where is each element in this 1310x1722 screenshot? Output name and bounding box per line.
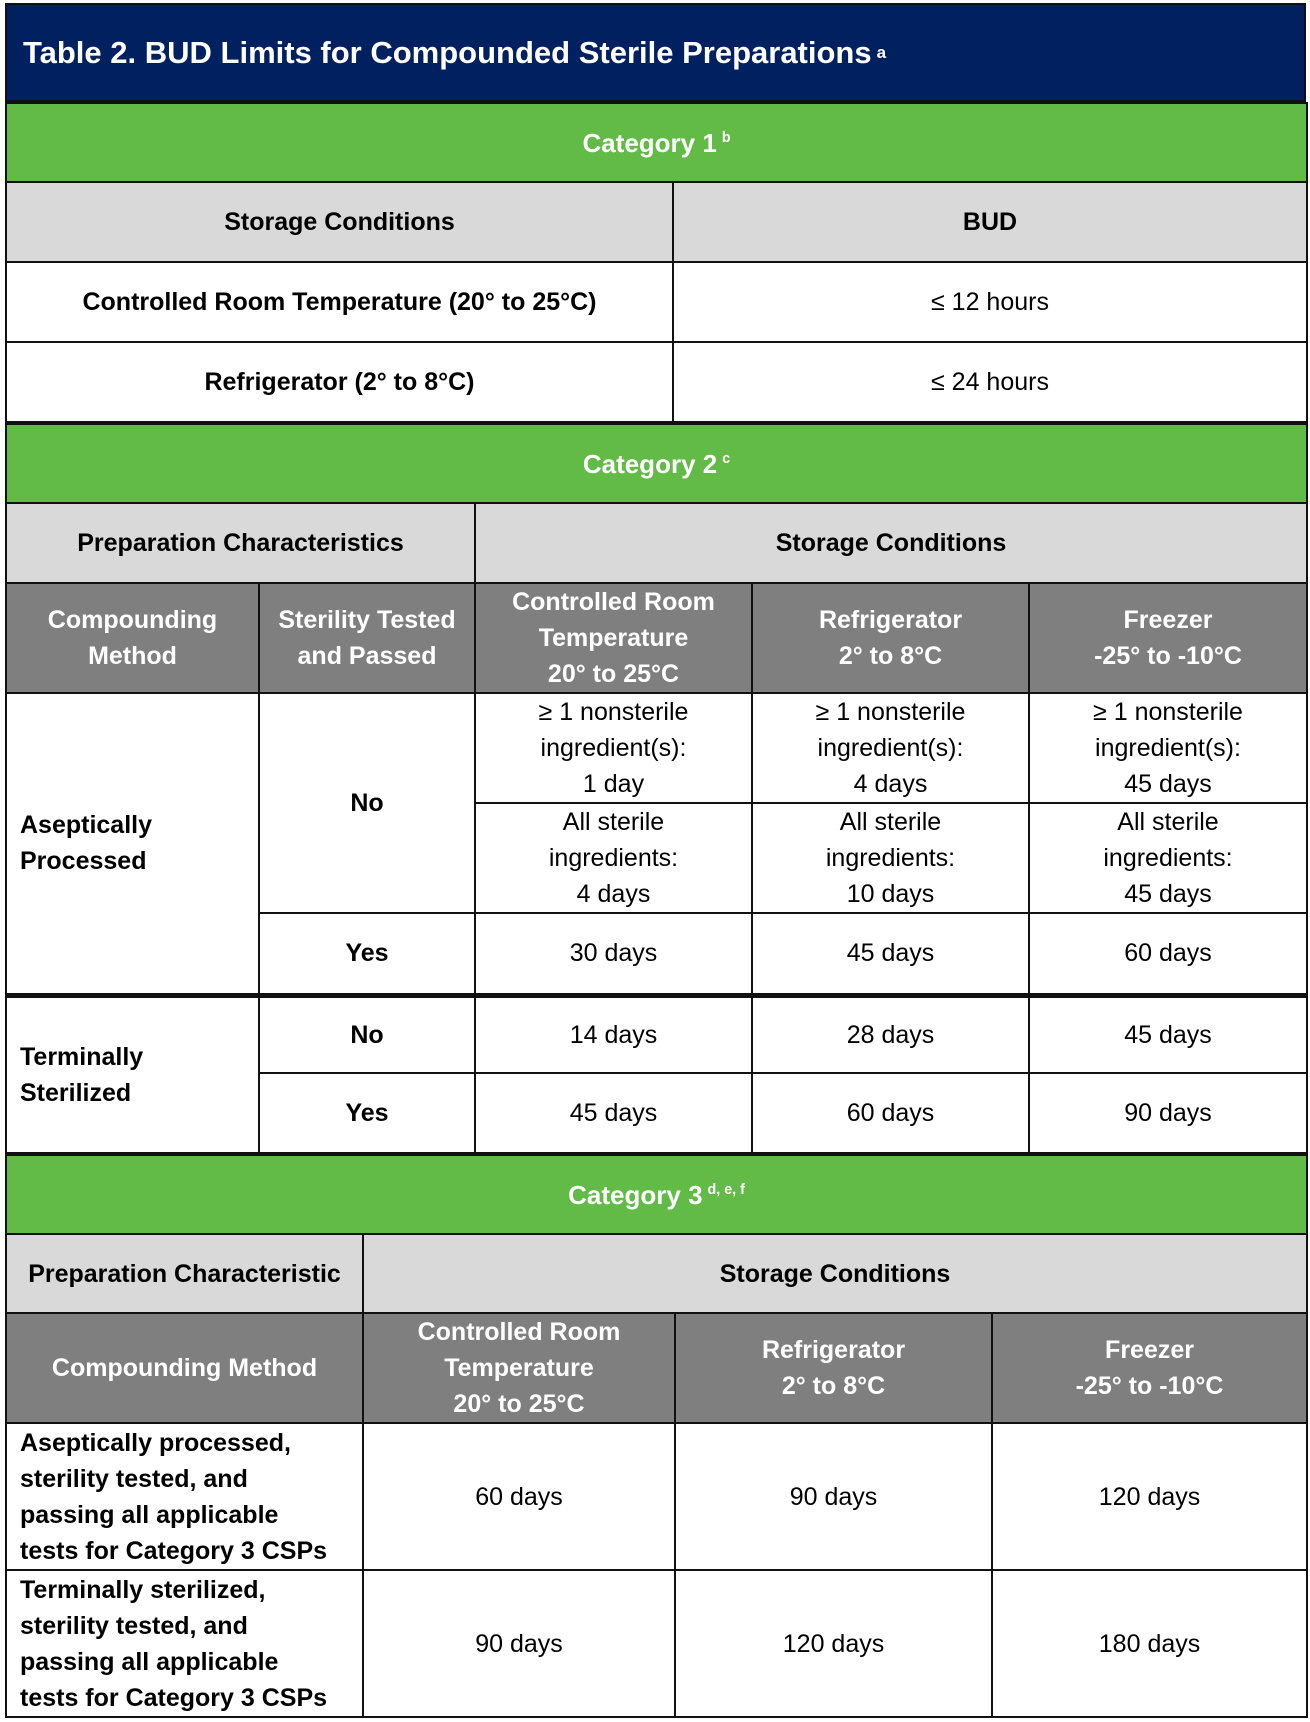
- column-header-compounding-method: Compounding Method: [6, 1313, 363, 1423]
- bud-cell: 60 days: [752, 1073, 1029, 1153]
- bud-cell: 60 days: [363, 1423, 675, 1570]
- group-header-preparation-characteristic: Preparation Characteristic: [6, 1234, 363, 1313]
- bud-cell: 45 days: [752, 913, 1029, 995]
- table-title-bar: Table 2. BUD Limits for Compounded Sterile Preparations a: [5, 3, 1306, 102]
- storage-condition-cell: Controlled Room Temperature (20° to 25°C): [6, 262, 673, 342]
- bud-cell: ≤ 24 hours: [673, 342, 1307, 422]
- category-3-table: [5, 1154, 1308, 1718]
- column-header-freezer: Freezer -25° to -10°C: [1029, 583, 1307, 693]
- bud-cell: 180 days: [992, 1570, 1307, 1717]
- bud-cell: 90 days: [363, 1570, 675, 1717]
- column-header-compounding-method: Compounding Method: [6, 583, 259, 693]
- bud-cell: ≥ 1 nonsterile ingredient(s): 1 day: [475, 693, 752, 803]
- category-1-heading: Category 1 $^b$: [6, 103, 1307, 182]
- bud-cell: 45 days: [1029, 995, 1307, 1073]
- column-header-bud: BUD: [673, 182, 1307, 262]
- column-header-sterility-tested: Sterility Tested and Passed: [259, 583, 475, 693]
- category-3-column-headers: [6, 1313, 1307, 1423]
- bud-cell: ≥ 1 nonsterile ingredient(s): 45 days: [1029, 693, 1307, 803]
- bud-cell: 60 days: [1029, 913, 1307, 995]
- table-row: [6, 342, 1307, 422]
- category-1-table: [5, 102, 1308, 423]
- compounding-method-cell: Aseptically processed, sterility tested, and passing all applicable tests for Category 3 CSPs: [6, 1423, 363, 1570]
- bud-cell: All sterile ingredients: 45 days: [1029, 803, 1307, 913]
- category-2-table: [5, 423, 1308, 1154]
- compounding-method-terminal: Terminally Sterilized: [6, 995, 259, 1153]
- bud-cell: ≤ 12 hours: [673, 262, 1307, 342]
- category-2-heading: Category 2 $^c$: [6, 424, 1307, 503]
- category-3-header-row: [6, 1155, 1307, 1234]
- bud-cell: 90 days: [675, 1423, 992, 1570]
- bud-limits-table: [5, 3, 1306, 1718]
- table-row: [6, 1423, 1307, 1570]
- storage-condition-cell: Refrigerator (2° to 8°C): [6, 342, 673, 422]
- table-row: [6, 693, 1307, 803]
- bud-cell: 90 days: [1029, 1073, 1307, 1153]
- compounding-method-cell: Terminally sterilized, sterility tested, and passing all applicable tests for Category 3 CSPs: [6, 1570, 363, 1717]
- bud-cell: 28 days: [752, 995, 1029, 1073]
- bud-cell: All sterile ingredients: 4 days: [475, 803, 752, 913]
- category-2-column-headers: [6, 583, 1307, 693]
- column-header-freezer: Freezer -25° to -10°C: [992, 1313, 1307, 1423]
- sterility-tested-no: No: [259, 693, 475, 913]
- sterility-tested-yes: Yes: [259, 1073, 475, 1153]
- bud-cell: 14 days: [475, 995, 752, 1073]
- column-header-controlled-room-temp: Controlled Room Temperature 20° to 25°C: [475, 583, 752, 693]
- table-row: [6, 995, 1307, 1073]
- column-header-storage-conditions: Storage Conditions: [6, 182, 673, 262]
- column-header-controlled-room-temp: Controlled Room Temperature 20° to 25°C: [363, 1313, 675, 1423]
- bud-cell: 120 days: [675, 1570, 992, 1717]
- group-header-storage-conditions: Storage Conditions: [475, 503, 1307, 583]
- group-header-preparation-characteristics: Preparation Characteristics: [6, 503, 475, 583]
- column-header-refrigerator: Refrigerator 2° to 8°C: [675, 1313, 992, 1423]
- category-2-group-headers: [6, 503, 1307, 583]
- sterility-tested-yes: Yes: [259, 913, 475, 995]
- group-header-storage-conditions: Storage Conditions: [363, 1234, 1307, 1313]
- bud-cell: 30 days: [475, 913, 752, 995]
- compounding-method-aseptic: Aseptically Processed: [6, 693, 259, 995]
- category-1-column-headers: [6, 182, 1307, 262]
- bud-cell: 120 days: [992, 1423, 1307, 1570]
- category-2-header-row: [6, 424, 1307, 503]
- category-1-header-row: [6, 103, 1307, 182]
- sterility-tested-no: No: [259, 995, 475, 1073]
- bud-cell: 45 days: [475, 1073, 752, 1153]
- column-header-refrigerator: Refrigerator 2° to 8°C: [752, 583, 1029, 693]
- bud-cell: All sterile ingredients: 10 days: [752, 803, 1029, 913]
- category-3-heading: Category 3 $^{d, e, f}$: [6, 1155, 1307, 1234]
- table-title: Table 2. BUD Limits for Compounded Sterile Preparations: [23, 34, 872, 70]
- category-3-group-headers: [6, 1234, 1307, 1313]
- table-row: [6, 1570, 1307, 1717]
- table-row: [6, 262, 1307, 342]
- bud-cell: ≥ 1 nonsterile ingredient(s): 4 days: [752, 693, 1029, 803]
